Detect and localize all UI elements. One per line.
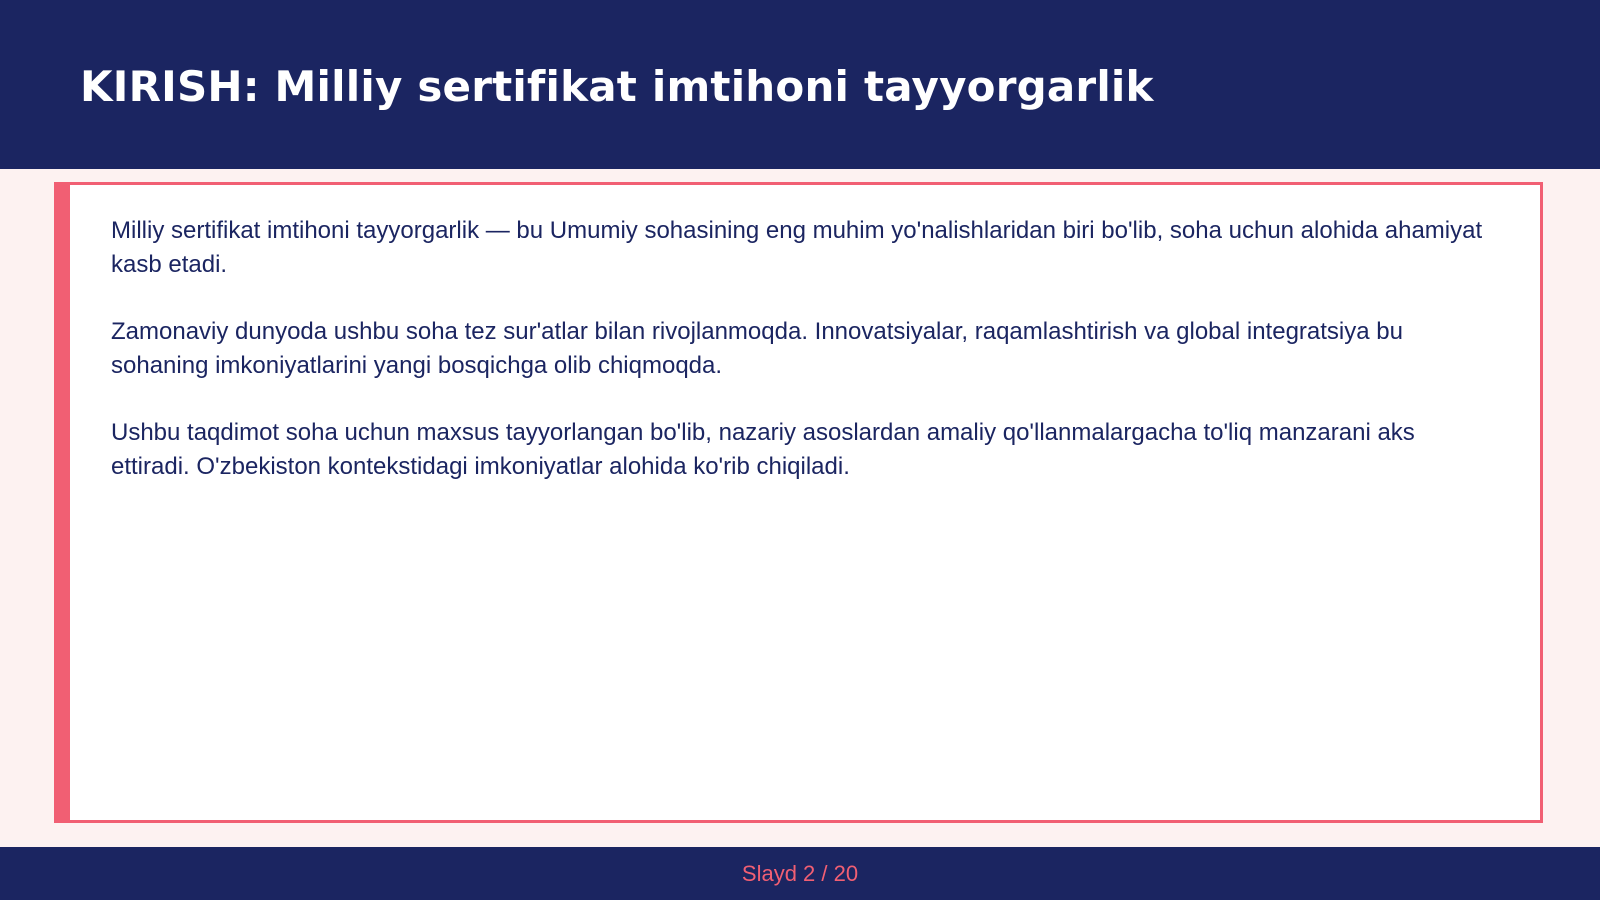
slide-title: KIRISH: Milliy sertifikat imtihoni tayyorgarlik — [80, 62, 1154, 111]
paragraph-1: Milliy sertifikat imtihoni tayyorgarlik — bu Umumiy sohasining eng muhim yo'nalishlaridan biri bo'lib, soha uchun alohida ahamiyat kasb etadi. — [111, 217, 1483, 278]
paragraph-2: Zamonaviy dunyoda ushbu soha tez sur'atlar bilan rivojlanmoqda. Innovatsiyalar, raqamlashtirish va global integratsiya bu sohaning imkoniyatlarini yangi bosqichga olib chiqmoqda. — [111, 318, 1403, 379]
body-text — [111, 214, 1491, 517]
slide-footer — [0, 847, 1600, 900]
paragraph-3: Ushbu taqdimot soha uchun maxsus tayyorlangan bo'lib, nazariy asoslardan amaliy qo'llanmalargacha to'liq manzarani aks ettiradi. O'zbekiston kontekstidagi imkoniyatlar alohida ko'rib chiqiladi. — [111, 419, 1415, 480]
content-card — [54, 182, 1543, 823]
slide-counter: Slayd 2 / 20 — [741, 861, 859, 886]
slide-header — [0, 0, 1600, 169]
